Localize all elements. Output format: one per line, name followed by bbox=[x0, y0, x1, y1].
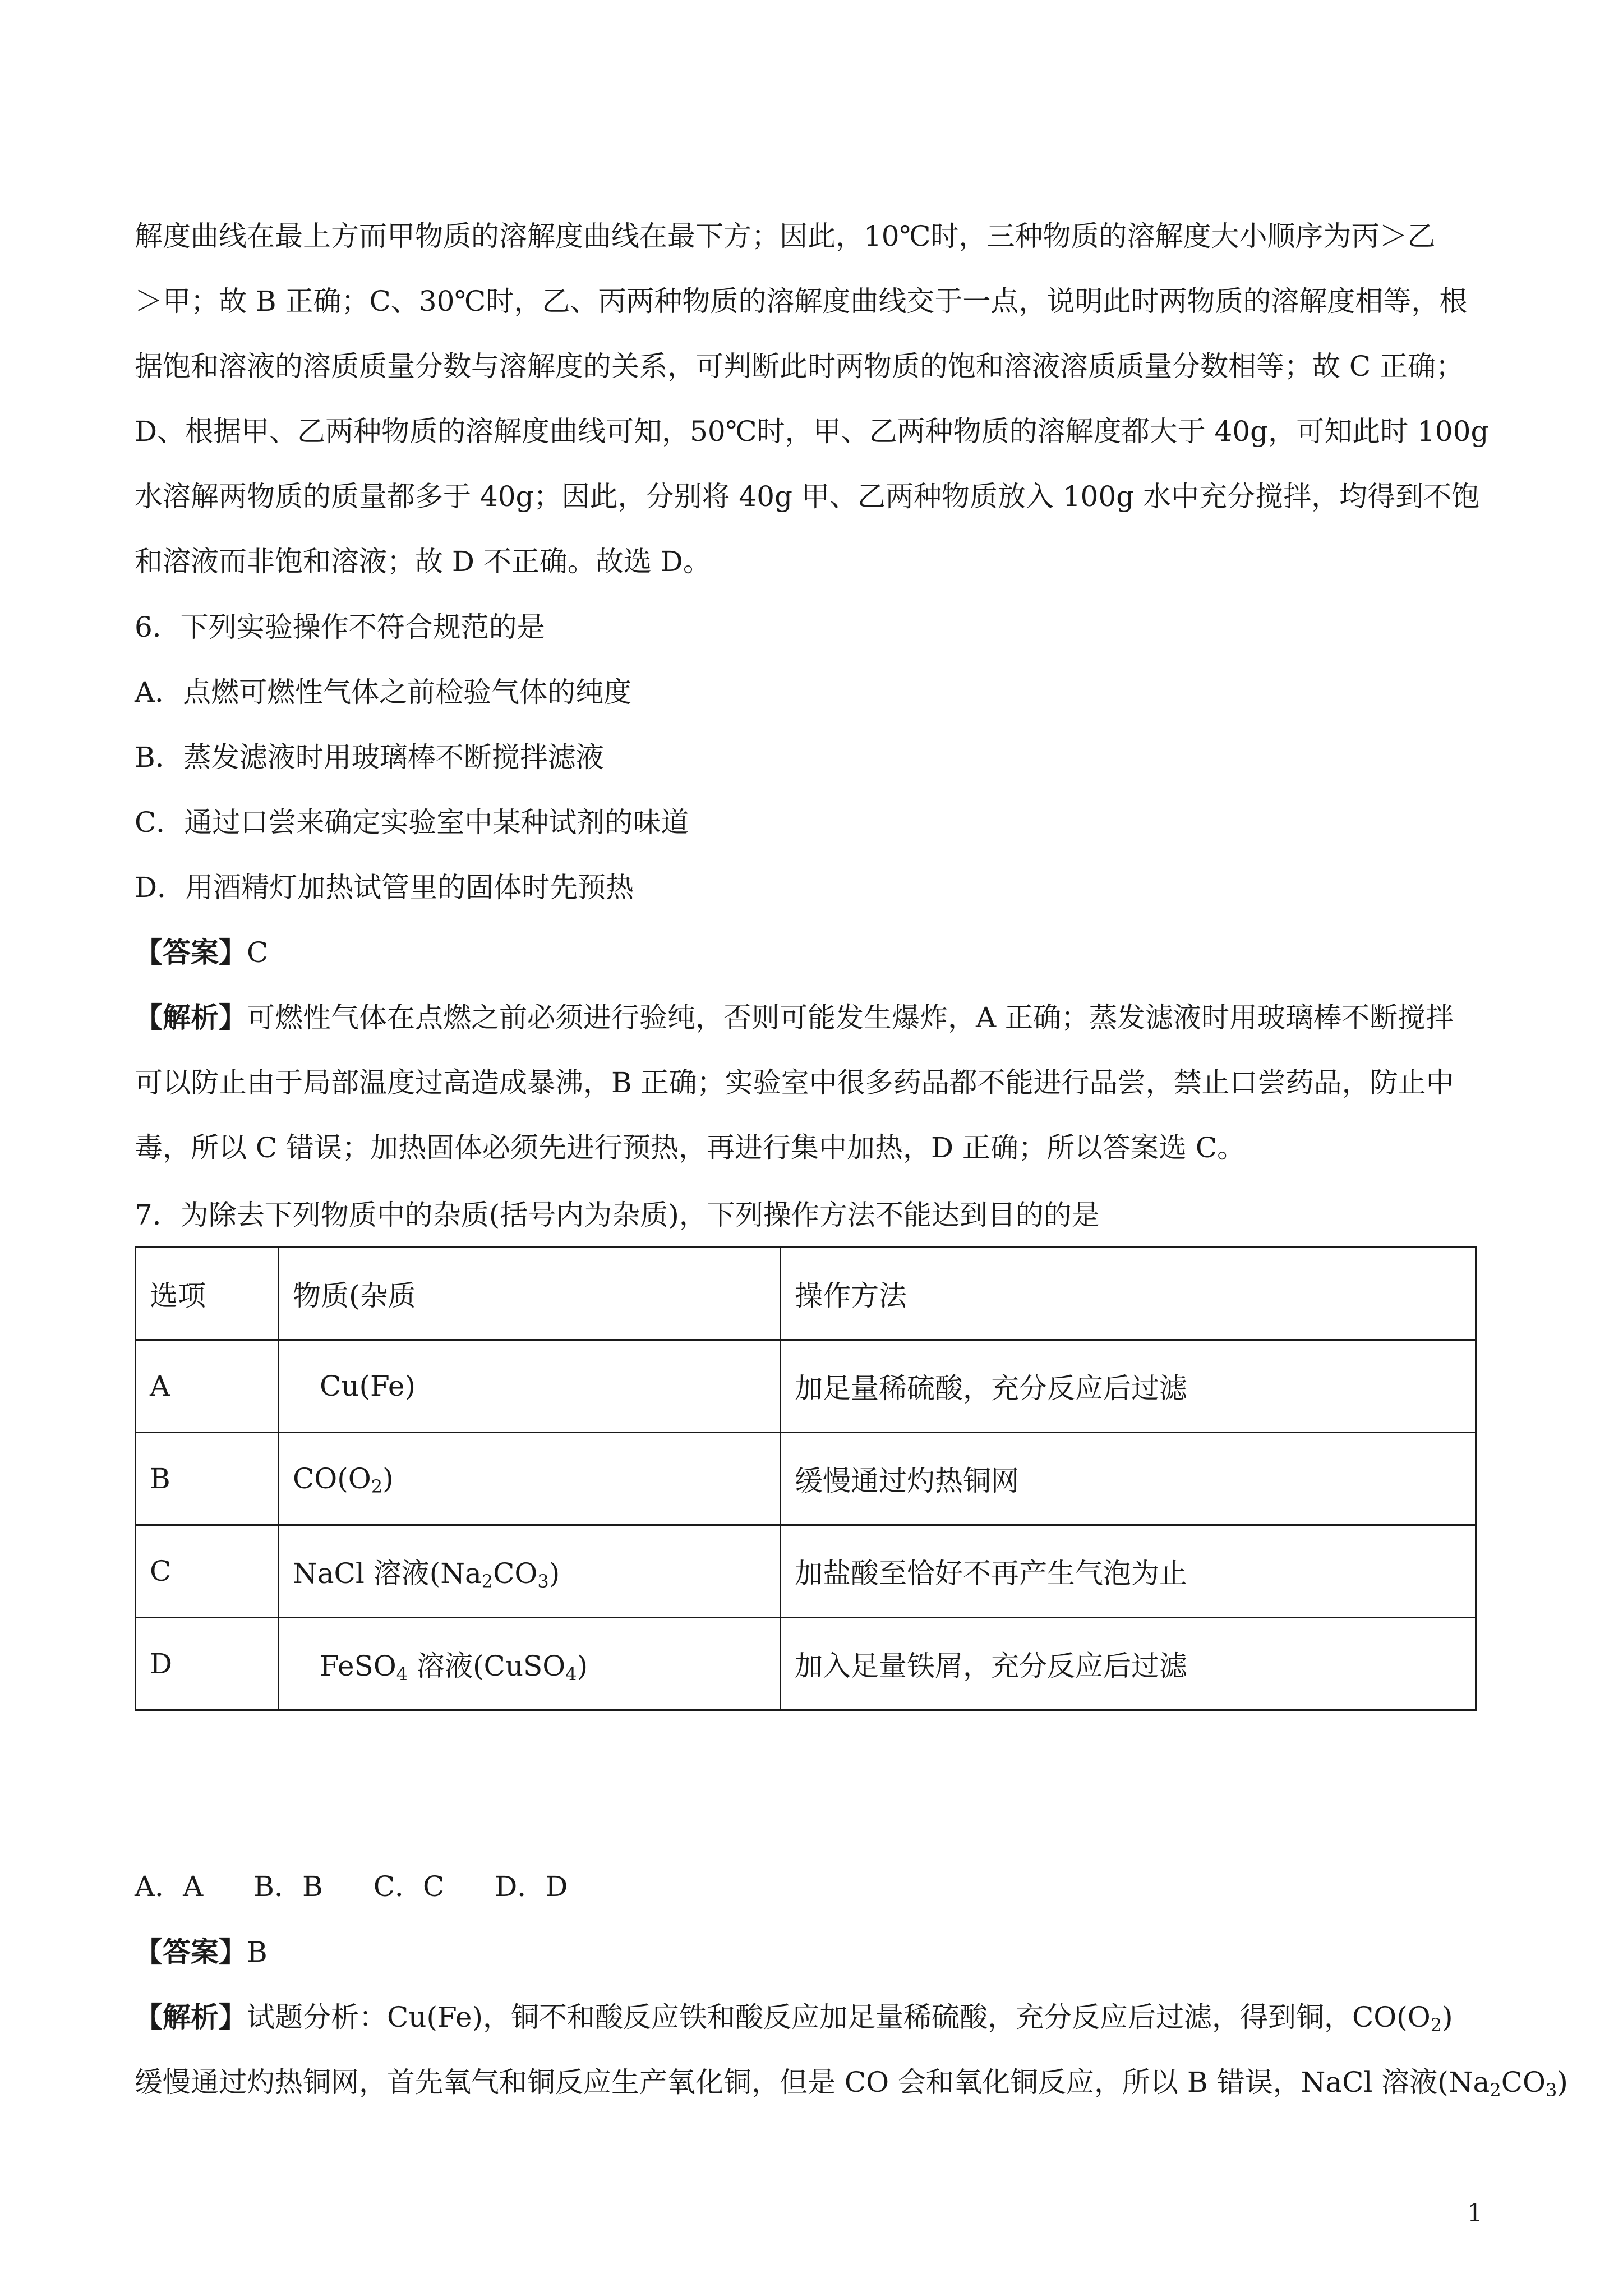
answer-value: C bbox=[247, 936, 269, 969]
answer-line bbox=[135, 920, 1475, 985]
answer-line bbox=[135, 1920, 1475, 1985]
question-stem: 7．为除去下列物质中的杂质(括号内为杂质)，下列操作方法不能达到目的的是 bbox=[135, 1199, 1100, 1231]
substance-text: ) bbox=[548, 1557, 560, 1590]
subscript: 4 bbox=[565, 1663, 577, 1685]
substance-text: NaCl 溶液(Na bbox=[293, 1557, 482, 1590]
text-line: 据饱和溶液的溶质质量分数与溶解度的关系，可判断此时两物质的饱和溶液溶质质量分数相等；故 C 正确； bbox=[135, 350, 1464, 383]
analysis-text: 可燃性气体在点燃之前必须进行验纯，否则可能发生爆炸，A 正确；蒸发滤液时用玻璃棒不断搅拌 bbox=[247, 1001, 1454, 1034]
table-cell-method: 加盐酸至恰好不再产生气泡为止 bbox=[781, 1525, 1476, 1618]
analysis-text: 试题分析：Cu(Fe)，铜不和酸反应铁和酸反应加足量稀硫酸，充分反应后过滤，得到铜，CO(O bbox=[247, 2001, 1431, 2033]
subscript: 3 bbox=[537, 1571, 549, 1592]
table-row bbox=[136, 1525, 1476, 1618]
table-cell-option: A bbox=[136, 1340, 279, 1433]
substance-text: FeSO bbox=[320, 1650, 396, 1682]
choice-a: A．A bbox=[135, 1870, 204, 1903]
table-cell-substance bbox=[279, 1433, 781, 1525]
analysis-line bbox=[135, 2050, 1568, 2115]
analysis-text: ) bbox=[1442, 2001, 1453, 2033]
choice-d: D．D bbox=[495, 1870, 568, 1903]
table-cell-substance bbox=[279, 1618, 781, 1710]
analysis-label: 【解析】 bbox=[135, 2000, 247, 2033]
table-cell-method: 加入足量铁屑，充分反应后过滤 bbox=[781, 1618, 1476, 1710]
choice-c: C．C bbox=[373, 1870, 445, 1903]
page-number: 1 bbox=[1467, 2199, 1483, 2228]
analysis-text: 缓慢通过灼热铜网，首先氧气和铜反应生产氧化铜，但是 CO 会和氧化铜反应，所以 B 错误，NaCl 溶液(Na bbox=[135, 2066, 1490, 2099]
answer-label: 【答案】 bbox=[135, 936, 247, 969]
text-line: 水溶解两物质的质量都多于 40g；因此，分别将 40g 甲、乙两种物质放入 100g 水中充分搅拌，均得到不饱 bbox=[135, 480, 1480, 513]
subscript: 3 bbox=[1545, 2079, 1557, 2101]
subscript: 2 bbox=[481, 1571, 494, 1592]
option-a: A．点燃可燃性气体之前检验气体的纯度 bbox=[135, 676, 632, 708]
question-stem: 6．下列实验操作不符合规范的是 bbox=[135, 611, 545, 643]
table-header-cell: 选项 bbox=[136, 1248, 279, 1340]
table-header-cell: 操作方法 bbox=[781, 1248, 1476, 1340]
table-cell-option: D bbox=[136, 1618, 279, 1710]
subscript: 2 bbox=[371, 1476, 383, 1497]
table-cell-substance bbox=[279, 1525, 781, 1618]
text-line: 解度曲线在最上方而甲物质的溶解度曲线在最下方；因此，10℃时，三种物质的溶解度大小顺序为丙＞乙 bbox=[135, 220, 1436, 252]
table-cell-method: 缓慢通过灼热铜网 bbox=[781, 1433, 1476, 1525]
question-7-answer bbox=[135, 1920, 1568, 2115]
subscript: 2 bbox=[1430, 2014, 1442, 2036]
option-c: C．通过口尝来确定实验室中某种试剂的味道 bbox=[135, 806, 689, 839]
text-line: 和溶液而非饱和溶液；故 D 不正确。故选 D。 bbox=[135, 545, 711, 578]
text-line: D、根据甲、乙两种物质的溶解度曲线可知，50℃时，甲、乙两种物质的溶解度都大于 40g，可知此时 100g bbox=[135, 415, 1489, 448]
options-table bbox=[135, 1246, 1477, 1711]
table-cell-option: C bbox=[136, 1525, 279, 1618]
option-b: B．蒸发滤液时用玻璃棒不断搅拌滤液 bbox=[135, 741, 604, 774]
substance-text: CO(O bbox=[293, 1462, 371, 1495]
analysis-line: 可以防止由于局部温度过高造成暴沸，B 正确；实验室中很多药品都不能进行品尝，禁止口尝药品，防止中 bbox=[135, 1066, 1454, 1099]
table-cell-substance: Cu(Fe) bbox=[279, 1340, 781, 1433]
answer-value: B bbox=[247, 1936, 268, 1968]
analysis-line: 毒，所以 C 错误；加热固体必须先进行预热，再进行集中加热，D 正确；所以答案选 C。 bbox=[135, 1131, 1246, 1164]
table-cell-option: B bbox=[136, 1433, 279, 1525]
table-row bbox=[136, 1340, 1476, 1433]
table-row bbox=[136, 1433, 1476, 1525]
question-7 bbox=[135, 1182, 1475, 1248]
substance-text: CO bbox=[493, 1557, 538, 1590]
analysis-text: CO bbox=[1501, 2066, 1546, 2099]
subscript: 4 bbox=[396, 1663, 408, 1685]
analysis-label: 【解析】 bbox=[135, 1001, 247, 1034]
answer-choices bbox=[135, 1854, 618, 1919]
question-6 bbox=[135, 595, 1475, 1180]
substance-text: ) bbox=[382, 1462, 394, 1495]
answer-label: 【答案】 bbox=[135, 1935, 247, 1968]
intro-paragraph bbox=[135, 204, 1489, 594]
analysis-line bbox=[135, 985, 1475, 1050]
choice-b: B．B bbox=[253, 1870, 323, 1903]
text-line: ＞甲；故 B 正确；C、30℃时，乙、丙两种物质的溶解度曲线交于一点，说明此时两物质的溶解度相等，根 bbox=[135, 285, 1468, 318]
option-d: D．用酒精灯加热试管里的固体时先预热 bbox=[135, 871, 634, 904]
analysis-text: ) bbox=[1557, 2066, 1568, 2099]
table-header-cell: 物质(杂质 bbox=[279, 1248, 781, 1340]
substance-text: 溶液(CuSO bbox=[408, 1650, 566, 1682]
table-header-row bbox=[136, 1248, 1476, 1340]
analysis-line bbox=[135, 1985, 1475, 2050]
table-cell-method: 加足量稀硫酸，充分反应后过滤 bbox=[781, 1340, 1476, 1433]
subscript: 2 bbox=[1490, 2079, 1501, 2101]
table-row bbox=[136, 1618, 1476, 1710]
substance-text: ) bbox=[577, 1650, 588, 1682]
